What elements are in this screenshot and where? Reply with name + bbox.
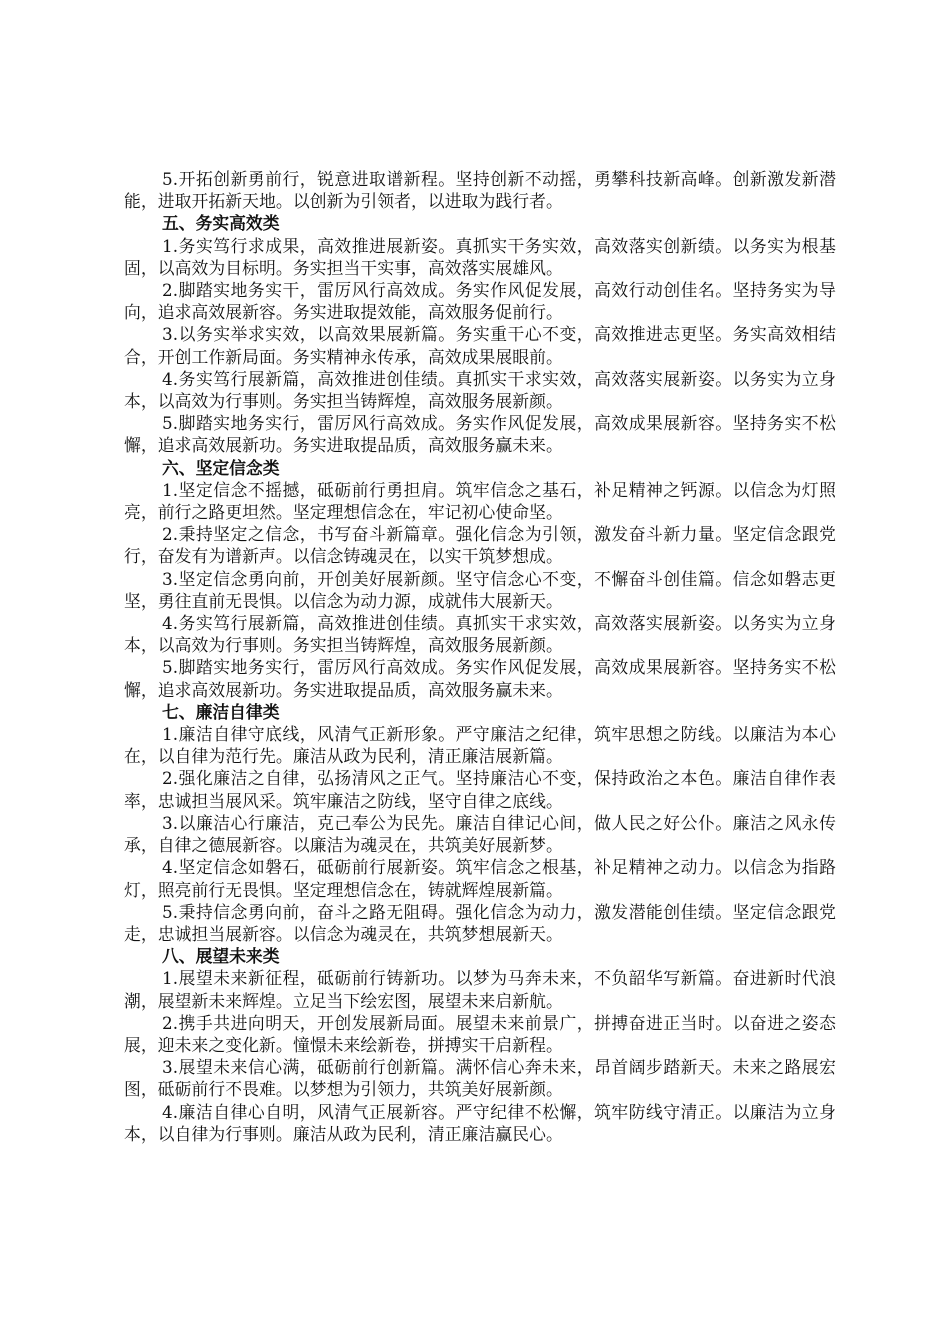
paragraph: 4.务实笃行展新篇，高效推进创佳绩。真抓实干求实效，高效落实展新姿。以务实为立身本，以高效为行事则。务实担当铸辉煌，高效服务展新颜。 <box>124 368 836 412</box>
paragraph: 5.脚踏实地务实行，雷厉风行高效成。务实作风促发展，高效成果展新容。坚持务实不松懈，追求高效展新功。务实进取提品质，高效服务赢未来。 <box>124 657 836 700</box>
paragraph: 3.以廉洁心行廉洁，克己奉公为民先。廉洁自律记心间，做人民之好公仆。廉洁之风永传承，自律之德展新容。以廉洁为魂灵在，共筑美好展新梦。 <box>124 812 836 856</box>
paragraph: 4.廉洁自律心自明，风清气正展新容。严守纪律不松懈，筑牢防线守清正。以廉洁为立身本，以自律为行事则。廉洁从政为民利，清正廉洁赢民心。 <box>124 1101 836 1144</box>
paragraph: 1.务实笃行求成果，高效推进展新姿。真抓实干务实效，高效落实创新绩。以务实为根基固，以高效为目标明。务实担当干实事，高效落实展雄风。 <box>124 235 836 278</box>
section-heading: 八、展望未来类 <box>162 946 280 967</box>
document-page <box>124 168 836 1145</box>
paragraph: 2.脚踏实地务实干，雷厉风行高效成。务实作风促发展，高效行动创佳名。坚持务实为导向，追求高效展新容。务实进取提效能，高效服务促前行。 <box>124 280 836 323</box>
paragraph: 3.以务实举求实效，以高效果展新篇。务实重干心不变，高效推进志更坚。务实高效相结合，开创工作新局面。务实精神永传承，高效成果展眼前。 <box>124 324 836 367</box>
paragraph: 3.展望未来信心满，砥砺前行创新篇。满怀信心奔未来，昂首阔步踏新天。未来之路展宏图，砥砺前行不畏难。以梦想为引领力，共筑美好展新颜。 <box>124 1057 836 1100</box>
paragraph: 5.脚踏实地务实行，雷厉风行高效成。务实作风促发展，高效成果展新容。坚持务实不松懈，追求高效展新功。务实进取提品质，高效服务赢未来。 <box>124 413 836 456</box>
paragraph: 3.坚定信念勇向前，开创美好展新颜。坚守信念心不变，不懈奋斗创佳篇。信念如磐志更坚，勇往直前无畏惧。以信念为动力源，成就伟大展新天。 <box>124 568 836 611</box>
paragraph: 1.坚定信念不摇撼，砥砺前行勇担肩。筑牢信念之基石，补足精神之钙源。以信念为灯照亮，前行之路更坦然。坚定理想信念在，牢记初心使命坚。 <box>124 479 836 523</box>
paragraph: 2.携手共进向明天，开创发展新局面。展望未来前景广，拼搏奋进正当时。以奋进之姿态展，迎未来之变化新。憧憬未来绘新卷，拼搏实干启新程。 <box>124 1012 836 1055</box>
paragraph: 2.秉持坚定之信念，书写奋斗新篇章。强化信念为引领，激发奋斗新力量。坚定信念跟党行，奋发有为谱新声。以信念铸魂灵在，以实干筑梦想成。 <box>124 524 836 567</box>
paragraph: 1.展望未来新征程，砥砺前行铸新功。以梦为马奔未来，不负韶华写新篇。奋进新时代浪潮，展望新未来辉煌。立足当下绘宏图，展望未来启新航。 <box>124 968 836 1011</box>
paragraph: 1.廉洁自律守底线，风清气正新形象。严守廉洁之纪律，筑牢思想之防线。以廉洁为本心在，以自律为范行先。廉洁从政为民利，清正廉洁展新篇。 <box>124 724 836 767</box>
section-heading: 五、务实高效类 <box>162 213 280 234</box>
section-heading: 七、廉洁自律类 <box>162 701 280 722</box>
paragraph: 5.开拓创新勇前行，锐意进取谱新程。坚持创新不动摇，勇攀科技新高峰。创新激发新潜能，进取开拓新天地。以创新为引领者，以进取为践行者。 <box>124 169 836 212</box>
paragraph: 4.务实笃行展新篇，高效推进创佳绩。真抓实干求实效，高效落实展新姿。以务实为立身本，以高效为行事则。务实担当铸辉煌，高效服务展新颜。 <box>124 613 836 656</box>
section-heading: 六、坚定信念类 <box>162 457 280 478</box>
paragraph: 5.秉持信念勇向前，奋斗之路无阻碍。强化信念为动力，激发潜能创佳绩。坚定信念跟党走，忠诚担当展新容。以信念为魂灵在，共筑梦想展新天。 <box>124 901 836 944</box>
paragraph: 2.强化廉洁之自律，弘扬清风之正气。坚持廉洁心不变，保持政治之本色。廉洁自律作表率，忠诚担当展风采。筑牢廉洁之防线，坚守自律之底线。 <box>124 768 836 811</box>
paragraph: 4.坚定信念如磐石，砥砺前行展新姿。筑牢信念之根基，补足精神之动力。以信念为指路灯，照亮前行无畏惧。坚定理想信念在，铸就辉煌展新篇。 <box>124 857 836 900</box>
